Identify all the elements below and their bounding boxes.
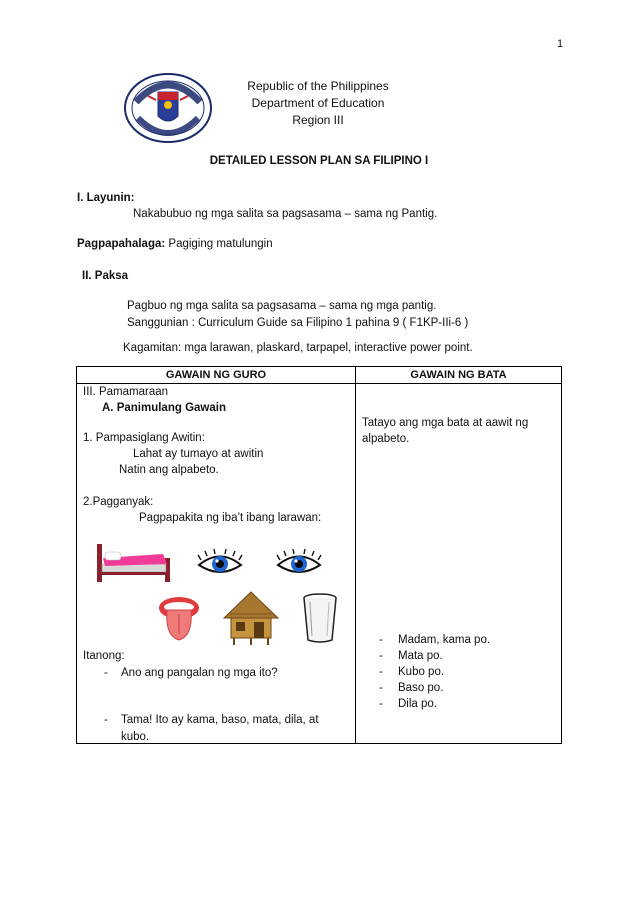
itanong-label: Itanong:: [83, 650, 125, 662]
header-region: Region III: [292, 113, 344, 127]
answer-dash: -: [379, 682, 383, 694]
answer-item: Kubo po.: [398, 666, 445, 678]
lesson-plan-table: [76, 366, 562, 744]
tama-line1: Tama! Ito ay kama, baso, mata, dila, at: [121, 714, 319, 726]
answer-item: Madam, kama po.: [398, 634, 491, 646]
bata-cell: [356, 384, 562, 744]
eye-icon: [195, 548, 245, 580]
deped-seal-icon: [122, 72, 214, 144]
answer-item: Baso po.: [398, 682, 444, 694]
pagpapahalaga-text: Pagiging matulungin: [165, 238, 273, 250]
header-block: [218, 78, 418, 129]
answer-dash: -: [379, 698, 383, 710]
tanong-text: Ano ang pangalan ng mga ito?: [121, 667, 278, 679]
pagpapahalaga-label: Pagpapahalaga:: [77, 238, 166, 250]
tama-line2: kubo.: [121, 731, 150, 743]
guro-cell: [77, 384, 356, 744]
page-number: 1: [557, 38, 564, 50]
pagpapahalaga-line: [77, 238, 273, 250]
col-header-guro: GAWAIN NG GURO: [77, 367, 356, 384]
glass-icon: [299, 592, 341, 644]
eye-icon: [274, 548, 324, 580]
header-republic: Republic of the Philippines: [247, 79, 389, 93]
paksa-heading: II. Paksa: [82, 270, 129, 282]
pagpapakita-text: Pagpapakita ng iba’t ibang larawan:: [139, 512, 322, 524]
awit-line1: Lahat ay tumayo at awitin: [133, 448, 264, 460]
paksa-line1: Pagbuo ng mga salita sa pagsasama – sama ng mga pantig.: [127, 300, 437, 312]
tatayo-line2: alpabeto.: [362, 433, 410, 445]
layunin-text: Nakabubuo ng mga salita sa pagsasama – sama ng Pantig.: [133, 208, 438, 220]
tama-dash: -: [104, 714, 108, 726]
tanong-dash: -: [104, 667, 108, 679]
pampasigla-label: 1. Pampasiglang Awitin:: [83, 432, 205, 444]
answer-item: Mata po.: [398, 650, 443, 662]
tatayo-line1: Tatayo ang mga bata at aawit ng: [362, 417, 529, 429]
document-title: DETAILED LESSON PLAN SA FILIPINO I: [209, 155, 429, 167]
header-department: Department of Education: [251, 96, 385, 110]
col-header-bata: GAWAIN NG BATA: [356, 367, 562, 384]
answer-dash: -: [379, 634, 383, 646]
pamamaraan-label: III. Pamamaraan: [83, 386, 169, 398]
bed-icon: [93, 540, 175, 586]
answer-item: Dila po.: [398, 698, 437, 710]
paksa-kagamitan: Kagamitan: mga larawan, plaskard, tarpapel, interactive power point.: [123, 342, 473, 354]
pagganyak-label: 2.Pagganyak:: [83, 496, 154, 508]
tongue-icon: [155, 594, 203, 642]
panimulang-gawain-heading: A. Panimulang Gawain: [102, 402, 226, 414]
answer-dash: -: [379, 650, 383, 662]
layunin-heading: I. Layunin:: [77, 192, 135, 204]
paksa-sanggunian: Sanggunian : Curriculum Guide sa Filipino 1 pahina 9 ( F1KP-IIi-6 ): [127, 317, 469, 329]
awit-line2: Natin ang alpabeto.: [119, 464, 219, 476]
answer-dash: -: [379, 666, 383, 678]
hut-icon: [222, 590, 280, 646]
